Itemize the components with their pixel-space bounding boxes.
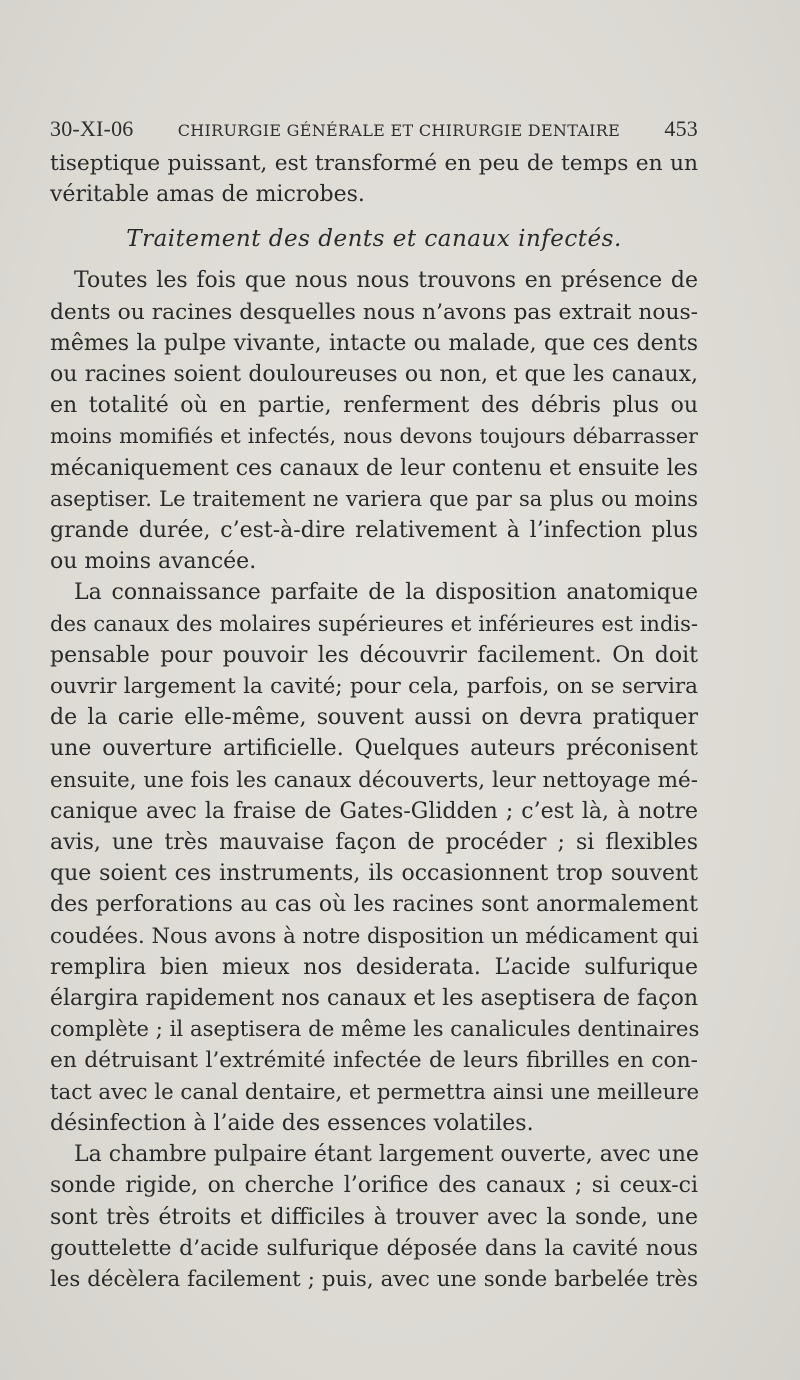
text-line: ou racines soient douloureuses ou non, et que les canaux, bbox=[50, 362, 698, 388]
text-line: remplira bien mieux nos desiderata. L’acide sulfurique bbox=[50, 954, 698, 980]
text-line: Toutes les fois que nous nous trouvons en présence de bbox=[74, 268, 698, 294]
paragraph-1 bbox=[50, 265, 698, 577]
text-line: dents ou racines desquelles nous n’avons pas extrait nous- bbox=[50, 299, 698, 325]
text-line: des perforations au cas où les racines sont anormalement bbox=[50, 892, 698, 918]
text-line: La chambre pulpaire étant largement ouverte, avec une bbox=[74, 1142, 699, 1168]
text-line: sonde rigide, on cherche l’orifice des canaux ; si ceux-ci bbox=[50, 1173, 698, 1199]
text-line: en détruisant l’extrémité infectée de leurs fibrilles en con- bbox=[50, 1048, 698, 1074]
text-line: coudées. Nous avons à notre disposition un médicament qui bbox=[50, 923, 699, 949]
text-line: élargira rapidement nos canaux et les aseptisera de façon bbox=[50, 986, 698, 1012]
running-head bbox=[50, 116, 698, 148]
running-head-title: CHIRURGIE GÉNÉRALE ET CHIRURGIE DENTAIRE bbox=[177, 121, 621, 140]
text-line: de la carie elle-même, souvent aussi on devra pratiquer bbox=[50, 705, 698, 731]
text-line: mêmes la pulpe vivante, intacte ou malade, que ces dents bbox=[50, 330, 698, 356]
text-line: moins momifiés et infectés, nous devons toujours débarrasser bbox=[50, 424, 698, 449]
text-line: désinfection à l’aide des essences volatiles. bbox=[50, 1110, 534, 1136]
running-head-date: 30-XI-06 bbox=[50, 116, 134, 141]
text-line: ou moins avancée. bbox=[50, 549, 257, 575]
page-number: 453 bbox=[664, 116, 698, 141]
text-line: véritable amas de microbes. bbox=[50, 182, 365, 208]
text-line: les décèlera facilement ; puis, avec une sonde barbelée très bbox=[50, 1266, 698, 1292]
text-line: sont très étroits et difficiles à trouver avec la sonde, une bbox=[50, 1204, 698, 1230]
text-line: des canaux des molaires supérieures et inférieures est indis- bbox=[50, 611, 698, 636]
text-line: complète ; il aseptisera de même les canalicules dentinaires bbox=[50, 1017, 700, 1043]
text-line: en totalité où en partie, renferment des débris plus ou bbox=[50, 393, 698, 419]
text-line: ensuite, une fois les canaux découverts, leur nettoyage mé- bbox=[50, 767, 698, 793]
text-line: tact avec le canal dentaire, et permettra ainsi une meilleure bbox=[50, 1079, 700, 1105]
text-line: canique avec la fraise de Gates-Glidden ; c’est là, à notre bbox=[50, 798, 698, 824]
text-line: avis, une très mauvaise façon de procéder ; si flexibles bbox=[50, 830, 698, 856]
paragraph-3 bbox=[50, 1139, 698, 1295]
text-block bbox=[50, 116, 698, 1295]
text-line: tiseptique puissant, est transformé en peu de temps en un bbox=[50, 151, 698, 176]
section-heading: Traitement des dents et canaux infectés. bbox=[126, 226, 622, 253]
text-line: mécaniquement ces canaux de leur contenu et ensuite les bbox=[50, 455, 698, 481]
text-line: que soient ces instruments, ils occasionnent trop souvent bbox=[50, 861, 698, 887]
text-line: ouvrir largement la cavité; pour cela, parfois, on se servira bbox=[50, 674, 698, 700]
text-line: La connaissance parfaite de la disposition anatomique bbox=[74, 580, 698, 606]
text-line: grande durée, c’est-à-dire relativement à l’infection plus bbox=[50, 518, 698, 544]
paragraph-continued bbox=[50, 148, 698, 210]
text-line: pensable pour pouvoir les découvrir facilement. On doit bbox=[50, 642, 698, 668]
text-line: une ouverture artificielle. Quelques auteurs préconisent bbox=[50, 736, 698, 762]
text-line: gouttelette d’acide sulfurique déposée dans la cavité nous bbox=[50, 1235, 698, 1261]
paragraph-2 bbox=[50, 577, 698, 1139]
text-line: aseptiser. Le traitement ne variera que par sa plus ou moins bbox=[50, 486, 698, 511]
